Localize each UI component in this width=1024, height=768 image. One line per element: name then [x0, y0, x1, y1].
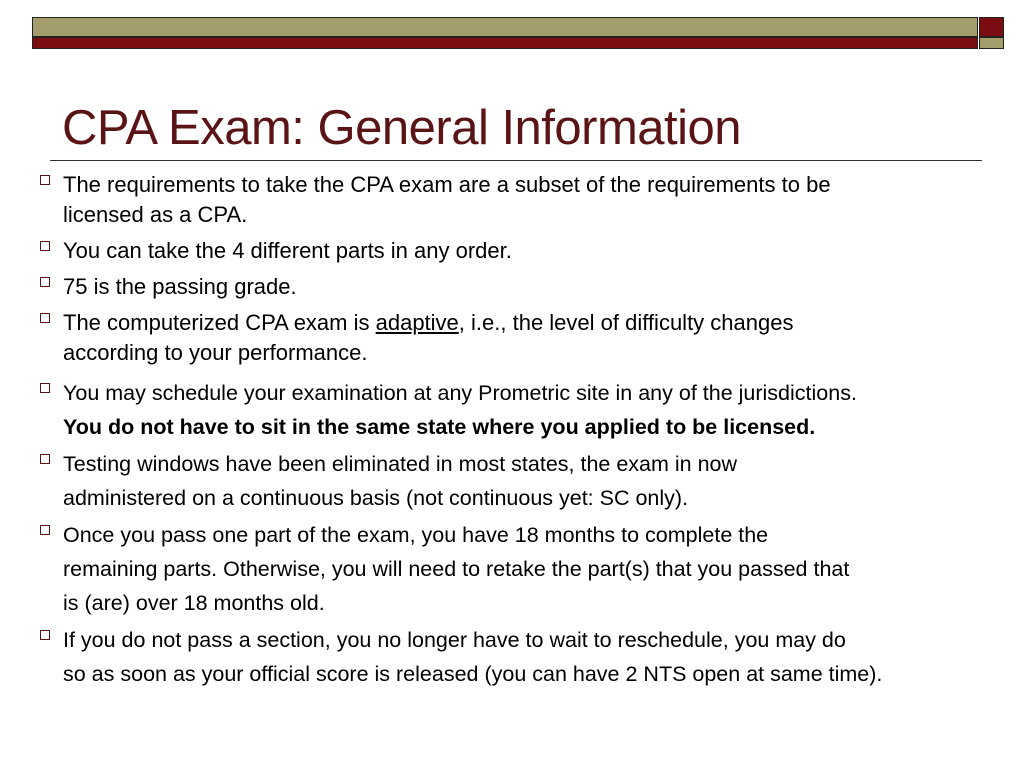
bullet-text: You may schedule your examination at any Prometric site in any of the jurisdictions. [63, 381, 857, 405]
bullet-text: is (are) over 18 months old. [63, 591, 325, 615]
bullet-text: You can take the 4 different parts in any order. [63, 238, 512, 263]
bullet-text-bold: You do not have to sit in the same state where you applied to be licensed. [63, 415, 816, 439]
bullet-list [38, 170, 1018, 691]
bullet-text: , i.e., the level of difficulty changes [458, 310, 794, 335]
bullet-text: so as soon as your official score is released (you can have 2 NTS open at same time). [63, 662, 883, 686]
bullet-text: The requirements to take the CPA exam are a subset of the requirements to be [63, 172, 831, 197]
header-corner-block-olive [979, 37, 1004, 49]
bullet-text: 75 is the passing grade. [63, 274, 297, 299]
bullet-text: administered on a continuous basis (not continuous yet: SC only). [63, 486, 689, 510]
hollow-square-bullet-icon [40, 630, 50, 640]
bullet-item [38, 272, 1018, 302]
bullet-text: remaining parts. Otherwise, you will need to retake the part(s) that you passed that [63, 557, 850, 581]
hollow-square-bullet-icon [40, 277, 50, 287]
bullet-item [38, 308, 1018, 368]
bullet-item [38, 447, 1018, 515]
bullet-text-line [63, 308, 1018, 338]
title-divider [50, 160, 982, 161]
hollow-square-bullet-icon [40, 241, 50, 251]
hollow-square-bullet-icon [40, 175, 50, 185]
bullet-text: Once you pass one part of the exam, you have 18 months to complete the [63, 523, 769, 547]
bullet-item [38, 170, 1018, 230]
header-corner-block-maroon [979, 17, 1004, 37]
bullet-item [38, 623, 1018, 691]
bullet-item [38, 236, 1018, 266]
hollow-square-bullet-icon [40, 383, 50, 393]
bullet-item [38, 376, 1018, 444]
bullet-text: according to your performance. [63, 340, 368, 365]
bullet-text: If you do not pass a section, you no longer have to wait to reschedule, you may do [63, 628, 846, 652]
bullet-text: The computerized CPA exam is [63, 310, 376, 335]
bullet-item [38, 518, 1018, 620]
header-band-olive [32, 17, 978, 37]
bullet-text: Testing windows have been eliminated in most states, the exam in now [63, 452, 738, 476]
header-band-maroon [32, 37, 978, 49]
hollow-square-bullet-icon [40, 525, 50, 535]
adaptive-underlined-term: adaptive [375, 310, 459, 335]
hollow-square-bullet-icon [40, 454, 50, 464]
slide-title: CPA Exam: General Information [62, 101, 742, 155]
hollow-square-bullet-icon [40, 313, 50, 323]
bullet-text: licensed as a CPA. [63, 202, 248, 227]
